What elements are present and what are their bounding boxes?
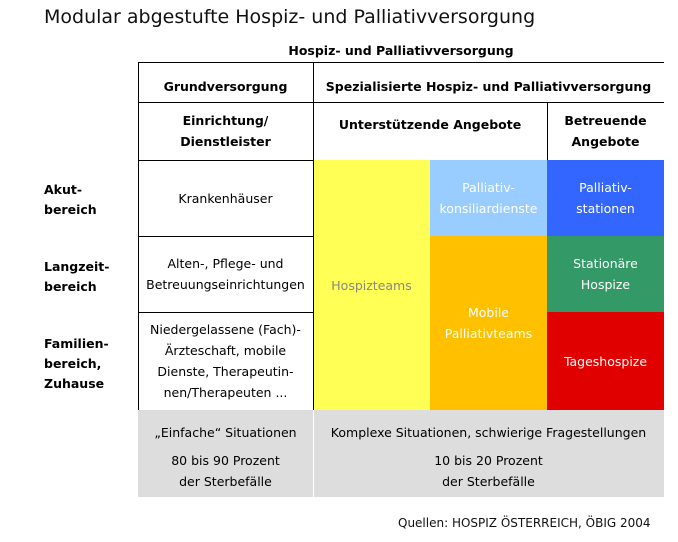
header-einrichtung-line1: Einrichtung/ bbox=[182, 113, 269, 128]
footer-komplex: Komplexe Situationen, schwierige Fragestellungen bbox=[330, 424, 647, 440]
row-label-akut-line2: bereich bbox=[44, 202, 97, 217]
footer-komplex-pct-line1: 10 bis 20 Prozent bbox=[434, 453, 543, 468]
header-einrichtung bbox=[138, 102, 313, 160]
cell-krankenhaeuser-line1: Krankenhäuser bbox=[178, 190, 273, 206]
header-betreuend-line2: Angebote bbox=[571, 134, 640, 149]
grid-line bbox=[313, 62, 314, 410]
block-stationen-line1: Palliativ- bbox=[579, 180, 632, 195]
footer-einfach-pct bbox=[138, 450, 313, 492]
block-stationen-line2: stationen bbox=[576, 201, 635, 216]
block-mobile-line1: Mobile bbox=[467, 305, 509, 320]
header-einrichtung-line2: Dienstleister bbox=[180, 134, 271, 149]
row-label-familien-line1: Familien- bbox=[44, 336, 109, 351]
footer-divider bbox=[313, 410, 314, 497]
block-konsiliar-line1: Palliativ- bbox=[462, 180, 515, 195]
cell-pflegeeinrichtungen-line1: Alten-, Pflege- und bbox=[167, 256, 284, 271]
cell-niedergelassene-line4: nen/Therapeuten ... bbox=[163, 385, 288, 400]
block-konsiliar-line2: konsiliardienste bbox=[439, 201, 538, 216]
header-spezialisiert: Spezialisierte Hospiz- und Palliativversorgung bbox=[325, 78, 652, 94]
grid-line bbox=[138, 160, 313, 161]
cell-krankenhaeuser bbox=[138, 160, 313, 236]
grid-line bbox=[138, 312, 313, 313]
header-top: Hospiz- und Palliativversorgung bbox=[288, 42, 514, 58]
source-note: Quellen: HOSPIZ ÖSTERREICH, ÖBIG 2004 bbox=[398, 516, 651, 530]
row-label-langzeit bbox=[44, 257, 134, 297]
block-stationaere-hospize bbox=[547, 236, 664, 312]
footer-einfach: „Einfache“ Situationen bbox=[154, 424, 297, 440]
cell-pflegeeinrichtungen bbox=[138, 236, 313, 312]
footer-komplex-pct bbox=[313, 450, 664, 492]
row-label-familien bbox=[44, 334, 134, 394]
header-betreuend-line1: Betreuende bbox=[564, 113, 647, 128]
grid-line bbox=[138, 102, 664, 103]
footer-einfach-pct-line2: der Sterbefälle bbox=[179, 474, 272, 489]
row-label-familien-line2: bereich, bbox=[44, 356, 102, 371]
footer-komplex-pct-line2: der Sterbefälle bbox=[442, 474, 535, 489]
block-palliativkonsiliardienste bbox=[430, 160, 547, 236]
block-hospizteams: Hospizteams bbox=[313, 160, 430, 410]
cell-niedergelassene-line1: Niedergelassene (Fach)- bbox=[150, 322, 301, 337]
block-stationaere-line2: Hospize bbox=[580, 277, 631, 292]
header-unterstuetzend: Unterstützende Angebote bbox=[338, 116, 522, 132]
block-palliativstationen bbox=[547, 160, 664, 236]
grid-line bbox=[547, 102, 548, 160]
page-title: Modular abgestufte Hospiz- und Palliativversorgung bbox=[44, 6, 536, 28]
row-label-akut bbox=[44, 180, 134, 220]
block-mobile-line2: Palliativteams bbox=[444, 326, 533, 341]
header-grundversorgung: Grundversorgung bbox=[163, 78, 288, 94]
grid-line bbox=[138, 236, 313, 237]
block-tageshospize: Tageshospize bbox=[547, 312, 664, 410]
row-label-langzeit-line2: bereich bbox=[44, 279, 97, 294]
row-label-familien-line3: Zuhause bbox=[44, 376, 105, 391]
row-label-langzeit-line1: Langzeit- bbox=[44, 259, 110, 274]
block-stationaere-line1: Stationäre bbox=[573, 256, 638, 271]
cell-niedergelassene bbox=[138, 312, 313, 410]
block-mobile-palliativteams bbox=[430, 236, 547, 410]
grid-line bbox=[138, 62, 664, 63]
cell-niedergelassene-line3: Dienste, Therapeutin- bbox=[157, 364, 294, 379]
header-betreuend bbox=[547, 102, 664, 160]
grid-line bbox=[138, 62, 139, 410]
cell-niedergelassene-line2: Ärzteschaft, mobile bbox=[164, 343, 287, 358]
footer-einfach-pct-line1: 80 bis 90 Prozent bbox=[171, 453, 280, 468]
cell-pflegeeinrichtungen-line2: Betreuungseinrichtungen bbox=[146, 277, 305, 292]
row-label-akut-line1: Akut- bbox=[44, 182, 83, 197]
